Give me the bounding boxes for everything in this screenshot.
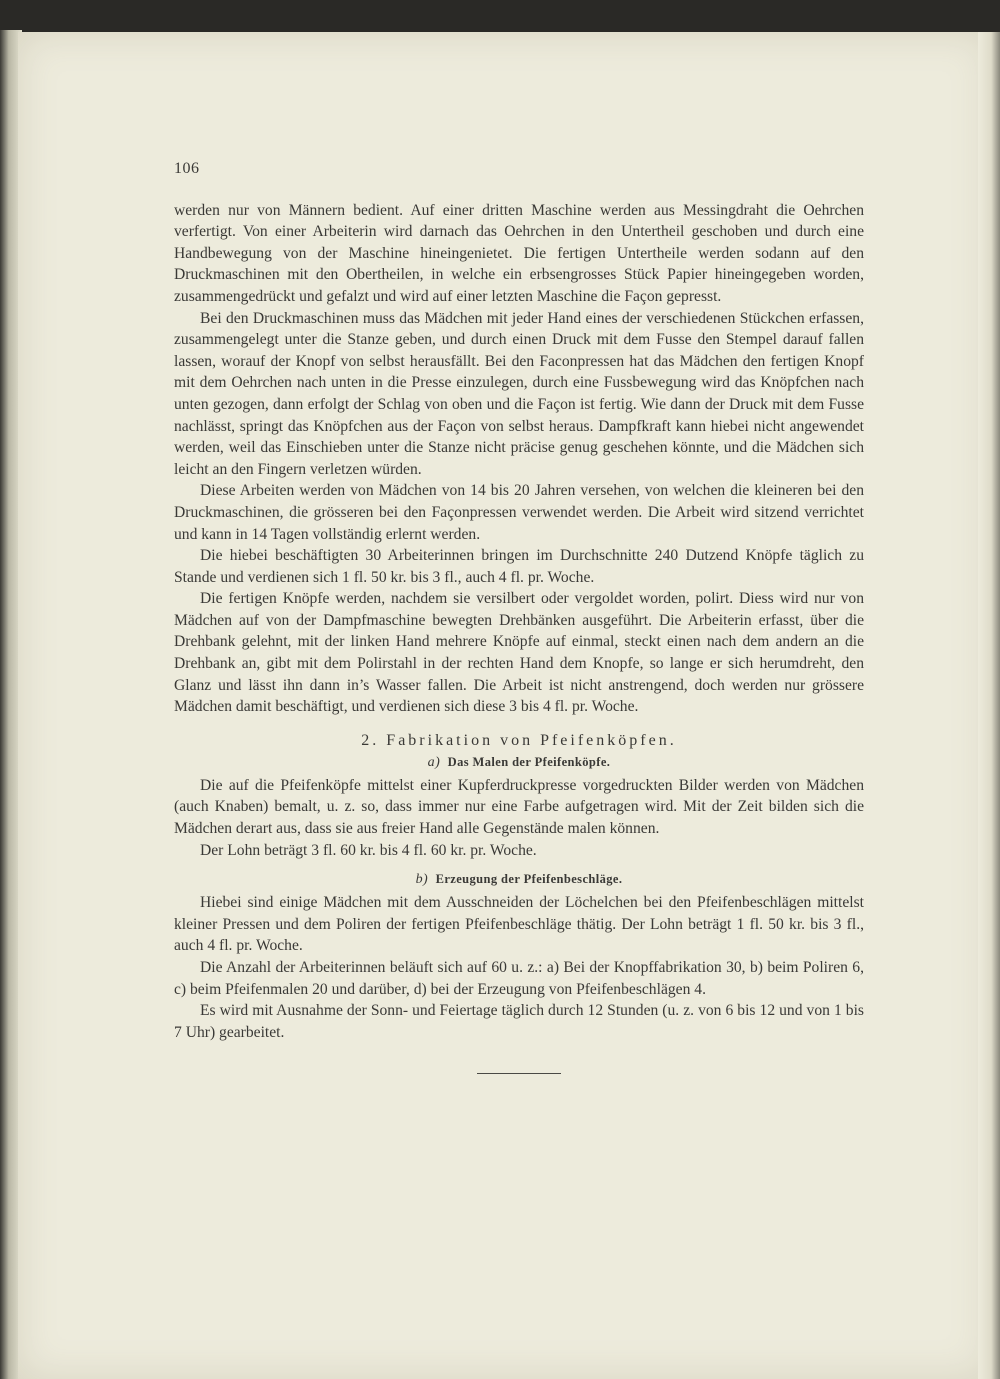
paragraph: Die auf die Pfeifenköpfe mittelst einer Kupferdruckpresse vorgedruckten Bilder werden von Mädchen (auch Knaben) bemalt, u. z. so, dass immer nur eine Farbe aufgetragen wird. Mit der Zeit bilden sich die Mädchen derart aus, dass sie aus freier Hand alle Gegenstände malen können. [174, 776, 864, 838]
paragraph: Die hiebei beschäftigten 30 Arbeiterinnen bringen im Durchschnitte 240 Dutzend Knöpfe täglich zu Stande und verdienen sich 1 fl. 50 kr. bis 3 fl., auch 4 fl. pr. Woche. [174, 547, 864, 586]
subsection-heading-a [174, 752, 864, 773]
paragraph: Die fertigen Knöpfe werden, nachdem sie versilbert oder vergoldet worden, polirt. Diess wird nur von Mädchen auf von der Dampfmaschine bewegten Drehbänken ausgeführt. Die Arbeiterin erfasst, über die Drehbank gelehnt, mit der linken Hand mehrere Knöpfe auf einmal, steckt einen nach dem andern an die Drehbank an, gibt mit dem Polirstahl in der rechten Hand dem Knopfe, so lange er sich herumdreht, den Glanz und lässt ihn dann in’s Wasser fallen. Die Arbeit ist nicht anstrengend, doch werden nur grössere Mädchen damit beschäftigt, und verdienen sich diese 3 bis 4 fl. pr. Woche. [174, 590, 864, 716]
body-top [174, 200, 864, 718]
paragraph: Es wird mit Ausnahme der Sonn- und Feiertage täglich durch 12 Stunden (u. z. von 6 bis 12 und von 1 bis 7 Uhr) gearbeitet. [174, 1002, 864, 1041]
text-column [174, 158, 864, 1074]
subsection-title: Erzeugung der Pfeifenbeschläge. [435, 872, 623, 887]
subsection-title: Das Malen der Pfeifenköpfe. [447, 754, 611, 769]
paragraph: Die Anzahl der Arbeiterinnen beläuft sich auf 60 u. z.: a) Bei der Knopffabrikation 30, b) beim Poliren 6, c) beim Pfeifenmalen 20 und darüber, d) bei der Erzeugung von Pfeifenbeschlägen 4. [174, 959, 864, 998]
page-number: 106 [174, 160, 200, 177]
section-heading: 2. Fabrikation von Pfeifenköpfen. [361, 731, 677, 749]
paragraph: Der Lohn beträgt 3 fl. 60 kr. bis 4 fl. 60 kr. pr. Woche. [200, 841, 537, 859]
paragraph: Hiebei sind einige Mädchen mit dem Ausschneiden der Löchelchen bei den Pfeifenbeschlägen mittelst kleiner Pressen und dem Poliren der fertigen Pfeifenbeschläge thätig. Der Lohn beträgt 1 fl. 50 kr. bis 3 fl., auch 4 fl. pr. Woche. [174, 894, 864, 955]
subsection-letter: b) [415, 872, 429, 888]
paragraph: werden nur von Männern bedient. Auf einer dritten Maschine werden aus Messingdraht die Oehrchen verfertigt. Von einer Arbeiterin wird darnach das Oehrchen in den Untertheil geschoben und durch eine Handbewegung von der Maschine hineingenietet. Die fertigen Untertheile werden sodann auf den Druckmaschinen mit den Obertheilen, in welche ein erbsengrosses Stück Papier hineingegeben worden, zusammengedrückt und gefalzt und wird auf einer letzten Maschine die Façon gepresst. [174, 201, 864, 305]
closing-rule [477, 1073, 561, 1074]
subsection-letter: a) [427, 754, 441, 770]
paragraph: Bei den Druckmaschinen muss das Mädchen mit jeder Hand eines der verschiedenen Stückchen erfassen, zusammengelegt unter die Stanze geben, und durch einen Druck mit dem Fusse den Stempel darauf fallen lassen, worauf der Knopf von selbst herausfällt. Bei den Faconpressen hat das Mädchen den fertigen Knopf mit dem Oehrchen nach unten in die Presse einzulegen, durch eine Fussbewegung wird das Knöpfchen nach unten gezogen, dann erfolgt der Schlag von oben und die Façon ist fertig. Wie dann der Druck mit dem Fusse nachlässt, springt das Knöpfchen aus der Façon von selbst heraus. Dampfkraft kann hiebei nicht angewendet werden, weil das Einschieben unter die Stanze nicht präcise genug geschehen könnte, und die Mädchen sich leicht an den Fingern verletzen würden. [174, 309, 864, 478]
subsection-heading-b [174, 869, 864, 890]
page-edge [978, 32, 1000, 1379]
paragraph: Diese Arbeiten werden von Mädchen von 14 bis 20 Jahren versehen, von welchen die kleineren bei den Druckmaschinen, die grösseren bei den Façonpressen verwendet werden. Die Arbeit wird sitzend verrichtet und kann in 14 Tagen vollständig erlernt werden. [174, 482, 864, 543]
